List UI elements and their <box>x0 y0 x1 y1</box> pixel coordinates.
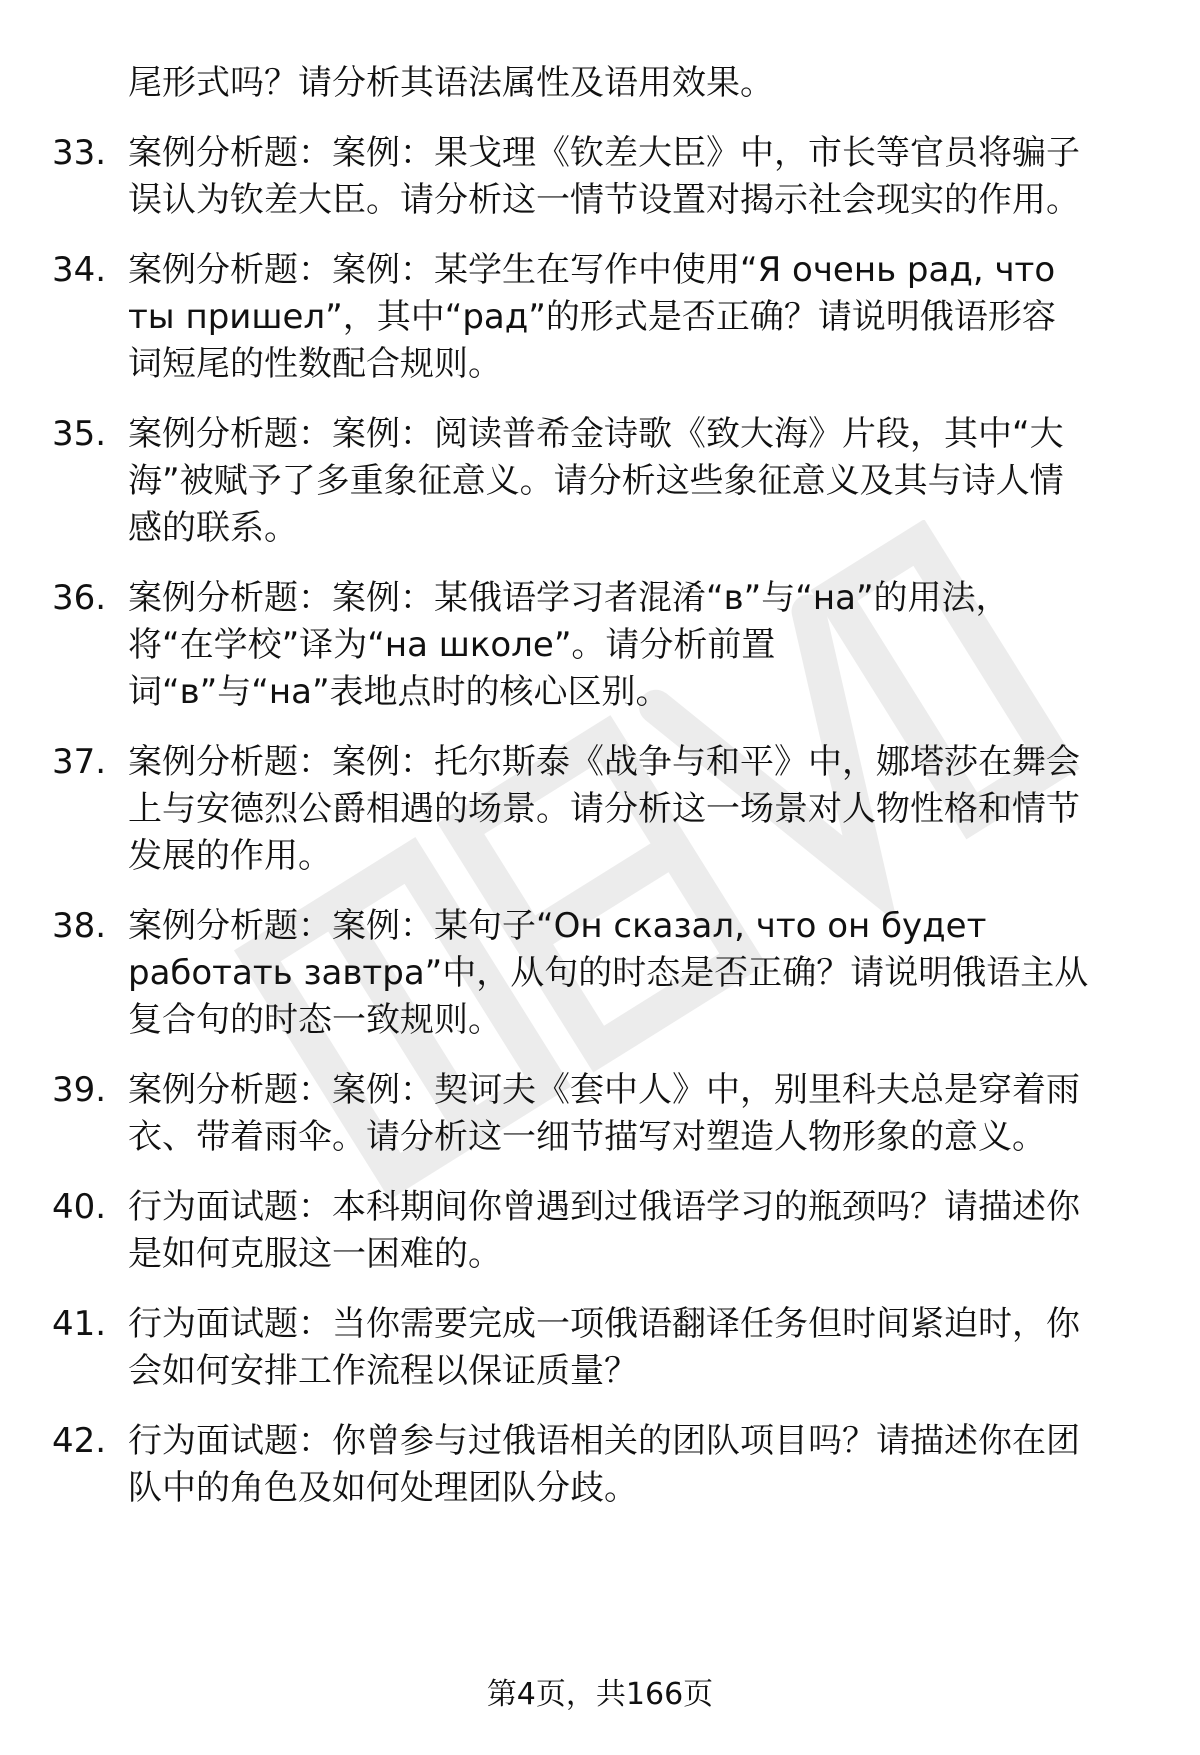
question-number: 34. <box>52 250 107 290</box>
question-text <box>128 130 1080 224</box>
question-line: 海”被赋予了多重象征意义。请分析这些象征意义及其与诗人情 <box>128 461 1064 501</box>
question-text <box>128 1418 1080 1512</box>
question-line: 案例分析题：案例：阅读普希金诗歌《致大海》片段，其中“大 <box>128 414 1064 454</box>
question-line: 词“в”与“на”表地点时的核心区别。 <box>128 672 670 712</box>
question-text <box>128 575 1010 716</box>
question-line: 案例分析题：案例：托尔斯泰《战争与和平》中，娜塔莎在舞会 <box>128 742 1080 782</box>
question-text <box>128 1301 1080 1395</box>
question-number: 35. <box>52 414 107 454</box>
question-number: 40. <box>52 1187 107 1227</box>
question-text <box>128 903 1088 1044</box>
question-line: 行为面试题：本科期间你曾遇到过俄语学习的瓶颈吗？请描述你 <box>128 1187 1080 1227</box>
question-line: 行为面试题：你曾参与过俄语相关的团队项目吗？请描述你在团 <box>128 1421 1080 1461</box>
question-line: 衣、带着雨伞。请分析这一细节描写对塑造人物形象的意义。 <box>128 1117 1046 1157</box>
question-line: 发展的作用。 <box>128 836 332 876</box>
question-line: 复合句的时态一致规则。 <box>128 1000 502 1040</box>
question-line: 将“在学校”译为“на школе”。请分析前置 <box>128 625 776 665</box>
question-number: 36. <box>52 578 107 618</box>
question-line: 案例分析题：案例：果戈理《钦差大臣》中，市长等官员将骗子 <box>128 133 1080 173</box>
question-line: 案例分析题：案例：某句子“Он сказал, что он будет <box>128 906 987 946</box>
question-line: 上与安德烈公爵相遇的场景。请分析这一场景对人物性格和情节 <box>128 789 1080 829</box>
question-text <box>128 739 1080 880</box>
question-line: 案例分析题：案例：某俄语学习者混淆“в”与“на”的用法， <box>128 578 1010 618</box>
question-line: 感的联系。 <box>128 508 298 548</box>
question-number: 33. <box>52 133 107 173</box>
question-text <box>128 1184 1080 1278</box>
question-text <box>128 411 1064 552</box>
page-footer: 第4页，共166页 <box>486 1677 714 1712</box>
question-number: 39. <box>52 1070 107 1110</box>
question-text <box>128 1067 1080 1161</box>
question-line: 案例分析题：案例：某学生在写作中使用“Я очень рад, что <box>128 250 1056 290</box>
question-number: 41. <box>52 1304 107 1344</box>
question-line: 队中的角色及如何处理团队分歧。 <box>128 1468 638 1508</box>
question-line: 是如何克服这一困难的。 <box>128 1234 502 1274</box>
question-line: 词短尾的性数配合规则。 <box>128 344 502 384</box>
question-number: 37. <box>52 742 107 782</box>
question-line: ты пришел”，其中“рад”的形式是否正确？请说明俄语形容 <box>128 297 1056 337</box>
question-line: 误认为钦差大臣。请分析这一情节设置对揭示社会现实的作用。 <box>128 180 1080 220</box>
question-number: 42. <box>52 1421 107 1461</box>
question-line: 案例分析题：案例：契诃夫《套中人》中，别里科夫总是穿着雨 <box>128 1070 1080 1110</box>
question-line: работать завтра”中，从句的时态是否正确？请说明俄语主从 <box>128 953 1089 993</box>
question-text <box>128 247 1056 388</box>
question-line: 行为面试题：当你需要完成一项俄语翻译任务但时间紧迫时，你 <box>128 1304 1080 1344</box>
question-number: 38. <box>52 906 107 946</box>
question-line: 会如何安排工作流程以保证质量？ <box>128 1351 638 1391</box>
continuation-line: 尾形式吗？请分析其语法属性及语用效果。 <box>128 63 774 103</box>
